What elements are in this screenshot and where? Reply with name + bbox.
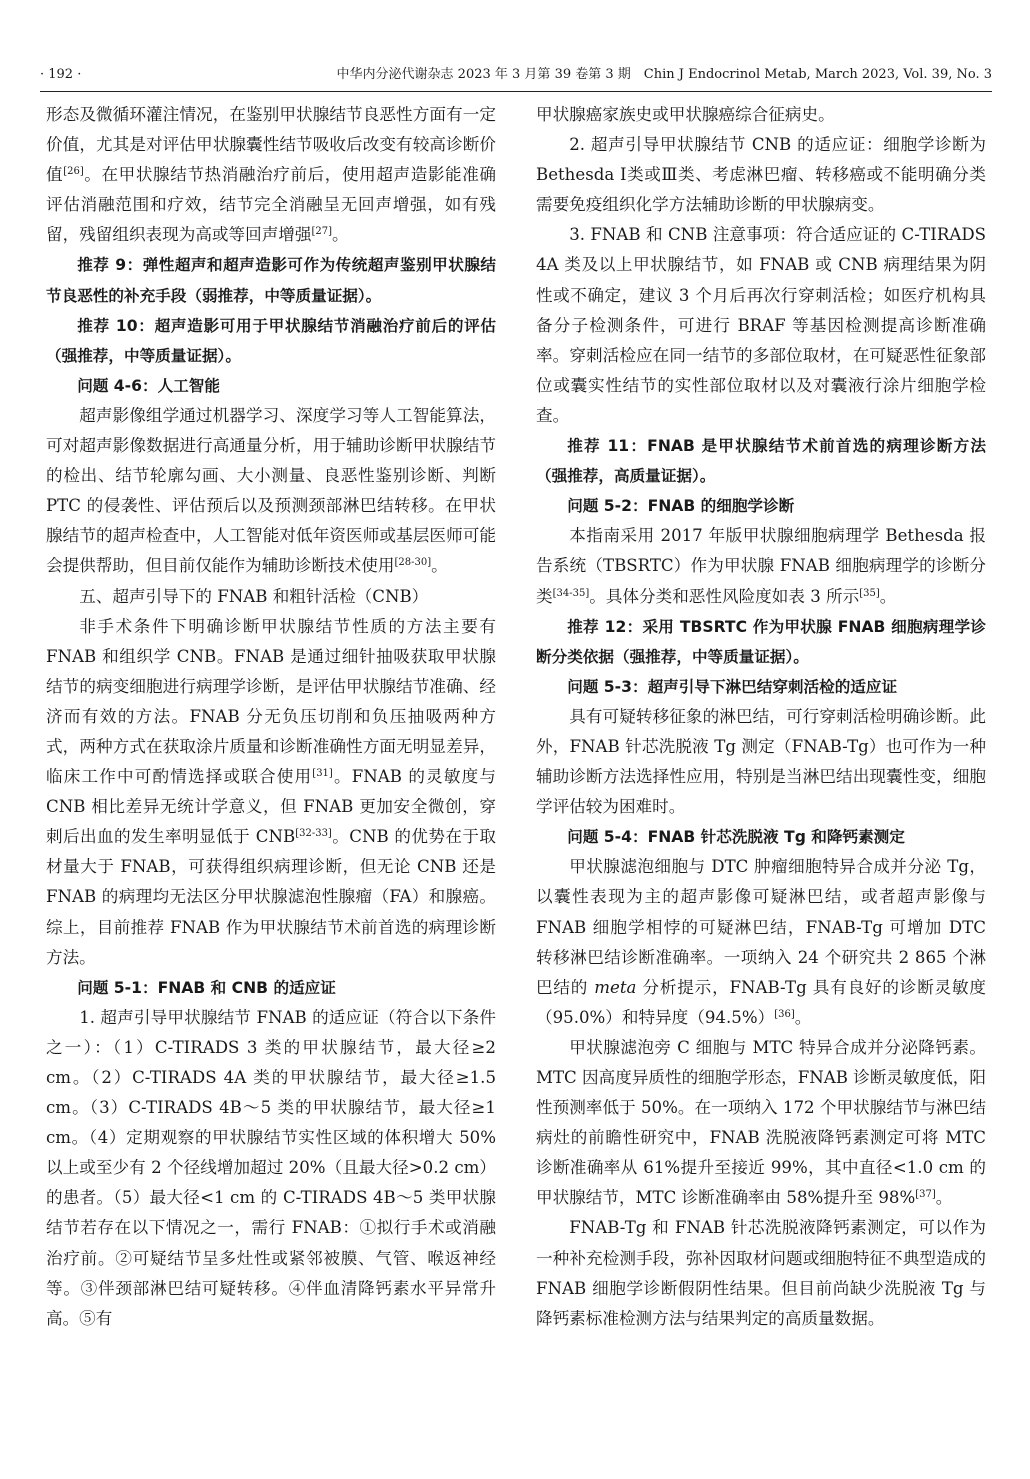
right-column <box>536 100 986 1440</box>
paragraph: 2. 超声引导甲状腺结节 CNB 的适应证：细胞学诊断为 Bethesda Ⅰ类或Ⅲ类、考虑淋巴瘤、转移癌或不能明确分类需要免疫组织化学方法辅助诊断的甲状腺病变。 <box>536 135 986 215</box>
recommendation-11: 推荐 11：FNAB 是甲状腺结节术前首选的病理诊断方法（强推荐，高质量证据）。 <box>536 437 986 486</box>
paragraph: 形态及微循环灌注情况，在鉴别甲状腺结节良恶性方面有一定价值，尤其是对评估甲状腺囊性结节吸收后改变有较高诊断价值[26]。在甲状腺结节热消融治疗前后，使用超声造影能准确评估消融范围和疗效，结节完全消融呈无回声增强，如有残留，残留组织表现为高或等回声增强[27]。 <box>46 105 496 245</box>
section-heading: 五、超声引导下的 FNAB 和粗针活检（CNB） <box>79 586 429 606</box>
paragraph: 超声影像组学通过机器学习、深度学习等人工智能算法，可对超声影像数据进行高通量分析，用于辅助诊断甲状腺结节的检出、结节轮廓勾画、大小测量、良恶性鉴别诊断、判断 PTC 的侵袭性、评估预后以及预测颈部淋巴结转移。在甲状腺结节的超声检查中，人工智能对低年资医师或基层医师可能会提供帮助，但目前仅能作为辅助诊断技术使用[28-30]。 <box>46 405 496 576</box>
paragraph: 非手术条件下明确诊断甲状腺结节性质的方法主要有 FNAB 和组织学 CNB。FNAB 是通过细针抽吸获取甲状腺结节的病变细胞进行病理学诊断，是评估甲状腺结节准确、经济而有效的方法。FNAB 分无负压切削和负压抽吸两种方式，两种方式在获取涂片质量和诊断准确性方面无明显差异，临床工作中可酌情选择或联合使用[31]。FNAB 的灵敏度与 CNB 相比差异无统计学意义，但 FNAB 更加安全微创，穿刺后出血的发生率明显低于 CNB[32-33]。CNB 的优势在于取材量大于 FNAB，可获得组织病理诊断，但无论 CNB 还是 FNAB 的病理均无法区分甲状腺滤泡性腺瘤（FA）和腺癌。综上，目前推荐 FNAB 作为甲状腺结节术前首选的病理诊断方法。 <box>46 616 496 967</box>
left-column <box>46 100 496 1440</box>
journal-citation: 中华内分泌代谢杂志 2023 年 3 月第 39 卷第 3 期 Chin J Endocrinol Metab, March 2023, Vol. 39, No. 3 <box>336 67 992 82</box>
paragraph: 甲状腺滤泡细胞与 DTC 肿瘤细胞特异合成并分泌 Tg，以囊性表现为主的超声影像可疑淋巴结，或者超声影像与 FNAB 细胞学相悖的可疑淋巴结，FNAB-Tg 可增加 DTC 转移淋巴结诊断准确率。一项纳入 24 个研究共 2 865 个淋巴结的 meta 分析提示，FNAB-Tg 具有良好的诊断灵敏度（95.0%）和特异度（94.5%）[36]。 <box>536 857 986 1027</box>
citation: [31] <box>312 768 333 780</box>
question-heading: 问题 4-6：人工智能 <box>77 376 220 395</box>
paragraph: 甲状腺滤泡旁 C 细胞与 MTC 特异合成并分泌降钙素。MTC 因高度异质性的细胞学形态，FNAB 诊断灵敏度低，阳性预测率低于 50%。在一项纳入 172 个甲状腺结节与淋巴结病灶的前瞻性研究中，FNAB 洗脱液降钙素测定可将 MTC 诊断准确率从 61%提升至接近 99%，其中直径<1.0 cm 的甲状腺结节，MTC 诊断准确率由 58%提升至 98%[37]。 <box>536 1037 986 1208</box>
header-rule <box>40 91 992 92</box>
paragraph: 1. 超声引导甲状腺结节 FNAB 的适应证（符合以下条件之一）：（1）C-TIRADS 3 类的甲状腺结节，最大径≥2 cm。（2）C-TIRADS 4A 类的甲状腺结节，最大径≥1.5 cm。（3）C-TIRADS 4B～5 类的甲状腺结节，最大径≥1 cm。（4）定期观察的甲状腺结节实性区域的体积增大 50% 以上或至少有 2 个径线增加超过 20%（且最大径>0.2 cm）的患者。（5）最大径<1 cm 的 C-TIRADS 4B～5 类甲状腺结节若存在以下情况之一，需行 FNAB：①拟行手术或消融治疗前。②可疑结节呈多灶性或紧邻被膜、气管、喉返神经等。③伴颈部淋巴结可疑转移。④伴血清降钙素水平异常升高。⑤有 <box>46 1007 496 1328</box>
citation: [37] <box>915 1189 936 1201</box>
recommendation-9: 推荐 9：弹性超声和超声造影可作为传统超声鉴别甲状腺结节良恶性的补充手段（弱推荐，中等质量证据）。 <box>46 256 496 305</box>
paragraph: FNAB-Tg 和 FNAB 针芯洗脱液降钙素测定，可以作为一种补充检测手段，弥补因取材问题或细胞特征不典型造成的 FNAB 细胞学诊断假阴性结果。但目前尚缺少洗脱液 Tg 与降钙素标准检测方法与结果判定的高质量数据。 <box>536 1218 986 1328</box>
citation: [26] <box>63 166 84 178</box>
running-header <box>40 62 992 88</box>
question-heading: 问题 5-3：超声引导下淋巴结穿刺活检的适应证 <box>567 677 898 696</box>
citation: [35] <box>859 587 880 599</box>
paragraph: 本指南采用 2017 年版甲状腺细胞病理学 Bethesda 报告系统（TBSRTC）作为甲状腺 FNAB 细胞病理学的诊断分类[34-35]。具体分类和恶性风险度如表 3 所示[35]。 <box>536 526 986 606</box>
recommendation-10: 推荐 10：超声造影可用于甲状腺结节消融治疗前后的评估（强推荐，中等质量证据）。 <box>46 316 496 365</box>
citation: [34-35] <box>552 587 590 599</box>
citation: [36] <box>774 1008 795 1020</box>
page-number: · 192 · <box>40 67 82 82</box>
citation: [32-33] <box>295 828 332 840</box>
question-heading: 问题 5-2：FNAB 的细胞学诊断 <box>567 497 795 516</box>
paragraph: 具有可疑转移征象的淋巴结，可行穿刺活检明确诊断。此外，FNAB 针芯洗脱液 Tg 测定（FNAB-Tg）也可作为一种辅助诊断方法选择性应用，特别是当淋巴结出现囊性变，细胞学评估较为困难时。 <box>536 706 986 817</box>
recommendation-12: 推荐 12：采用 TBSRTC 作为甲状腺 FNAB 细胞病理学诊断分类依据（强推荐，中等质量证据）。 <box>536 617 986 666</box>
citation: [28-30] <box>394 557 432 569</box>
paragraph: 3. FNAB 和 CNB 注意事项：符合适应证的 C-TIRADS 4A 类及以上甲状腺结节，如 FNAB 或 CNB 病理结果为阴性或不确定，建议 3 个月后再次行穿刺活检；如医疗机构具备分子检测条件，可进行 BRAF 等基因检测提高诊断准确率。穿刺活检应在同一结节的多部位取材，在可疑恶性征象部位或囊实性结节的实性部位取材以及对囊液行涂片细胞学检查。 <box>536 225 986 425</box>
paragraph: 甲状腺癌家族史或甲状腺癌综合征病史。 <box>536 105 835 124</box>
citation: [27] <box>311 226 333 238</box>
question-heading: 问题 5-4：FNAB 针芯洗脱液 Tg 和降钙素测定 <box>567 828 905 847</box>
question-heading: 问题 5-1：FNAB 和 CNB 的适应证 <box>77 978 336 997</box>
